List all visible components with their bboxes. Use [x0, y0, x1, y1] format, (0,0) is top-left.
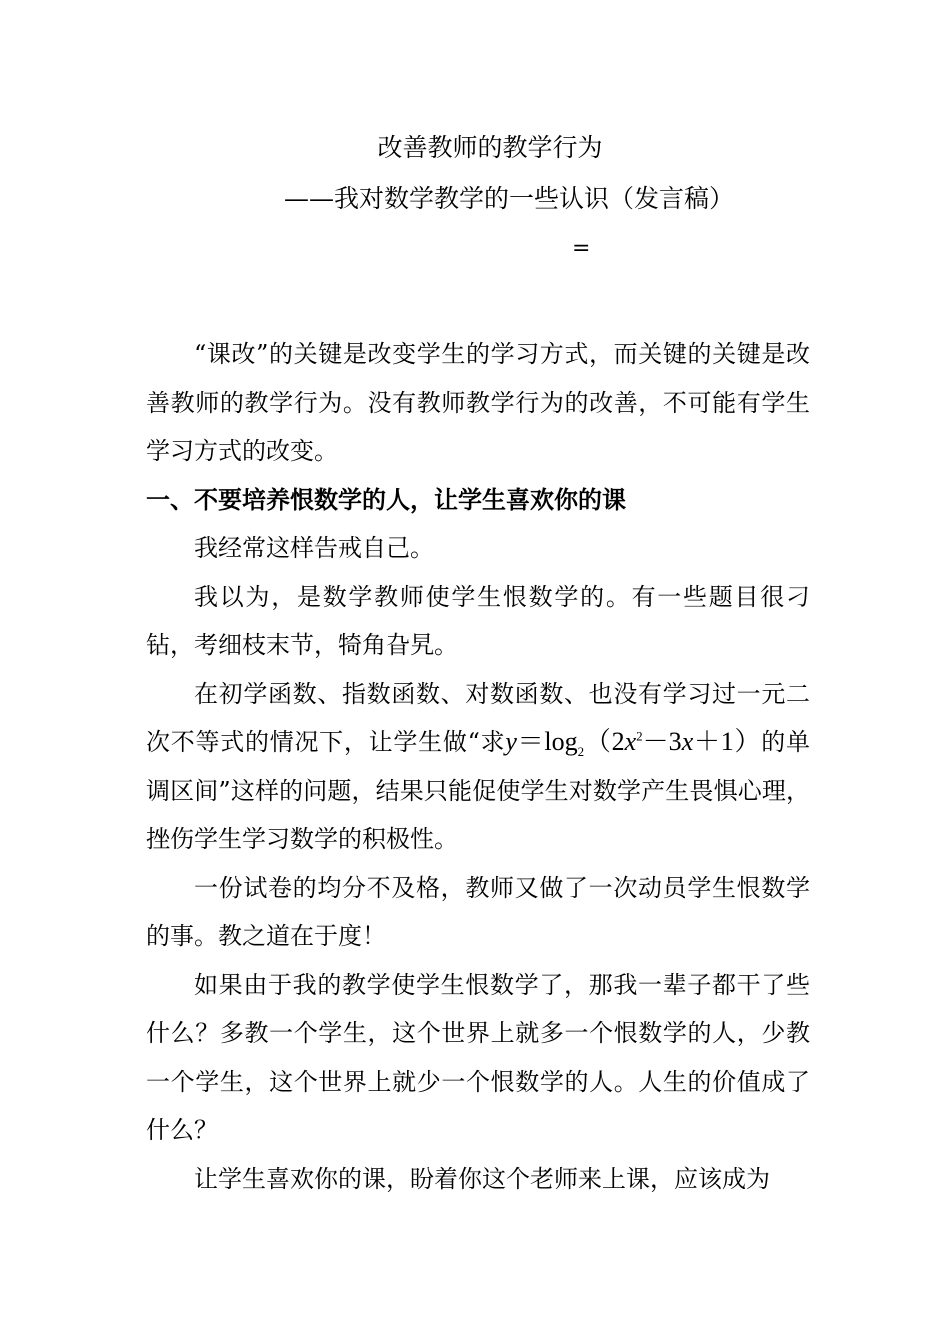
paragraph: 我经常这样告戒自己。 — [194, 534, 434, 562]
paragraph: 让学生喜欢你的课，盼着你这个老师来上课，应该成为 — [194, 1164, 770, 1193]
formula-log-base: 2 — [577, 744, 585, 760]
formula-rparen: ） — [733, 727, 762, 756]
formula-log: log — [544, 727, 578, 756]
formula-exponent: 2 — [636, 728, 643, 744]
paragraph: 我以为，是数学教师使学生恨数学的。有一些题目很刁钻，考细枝末节，犄角旮旯。 — [146, 582, 810, 659]
formula-minus-term: －3 — [642, 727, 682, 756]
formula-coefficient: 2 — [611, 727, 625, 756]
formula-x: x — [681, 727, 694, 756]
formula-x: x — [624, 727, 637, 756]
paragraph-with-formula — [146, 670, 810, 864]
formula-lparen: （ — [584, 727, 612, 756]
intro-paragraph: “课改”的关键是改变学生的学习方式，而关键的关键是改善教师的教学行为。没有教师教学行为的改善，不可能有学生学习方式的改变。 — [146, 340, 810, 465]
formula-plus-term: ＋1 — [693, 727, 734, 756]
document-title: 改善教师的教学行为 — [377, 133, 603, 162]
equals-mark: = — [572, 236, 591, 261]
section-heading: 一、不要培养恨数学的人，让学生喜欢你的课 — [146, 485, 626, 514]
paragraph: 一份试卷的均分不及格，教师又做了一次动员学生恨数学的事。教之道在于度！ — [146, 873, 810, 950]
math-formula — [505, 727, 762, 760]
paragraph: 如果由于我的教学使学生恨数学了，那我一辈子都干了些什么？多教一个学生，这个世界上就多一个恨数学的人，少教一个学生，这个世界上就少一个恨数学的人。人生的价值成了什么？ — [146, 970, 810, 1144]
document-subtitle: ——我对数学教学的一些认识（发言稿） — [284, 184, 735, 213]
paragraph-text: 的单调区间”这样的问题，结果只能促使学生对数学产生畏惧心理，挫伤学生学习数学的积极性。 — [146, 728, 810, 853]
formula-y: y — [505, 727, 517, 756]
document-body — [146, 330, 810, 1203]
paragraph-text: 在初学函数、指数函数、对数函数、也没有学习过一元二次不等式的情况下，让学生做“求 — [146, 679, 810, 756]
formula-equals: ＝ — [516, 727, 545, 756]
